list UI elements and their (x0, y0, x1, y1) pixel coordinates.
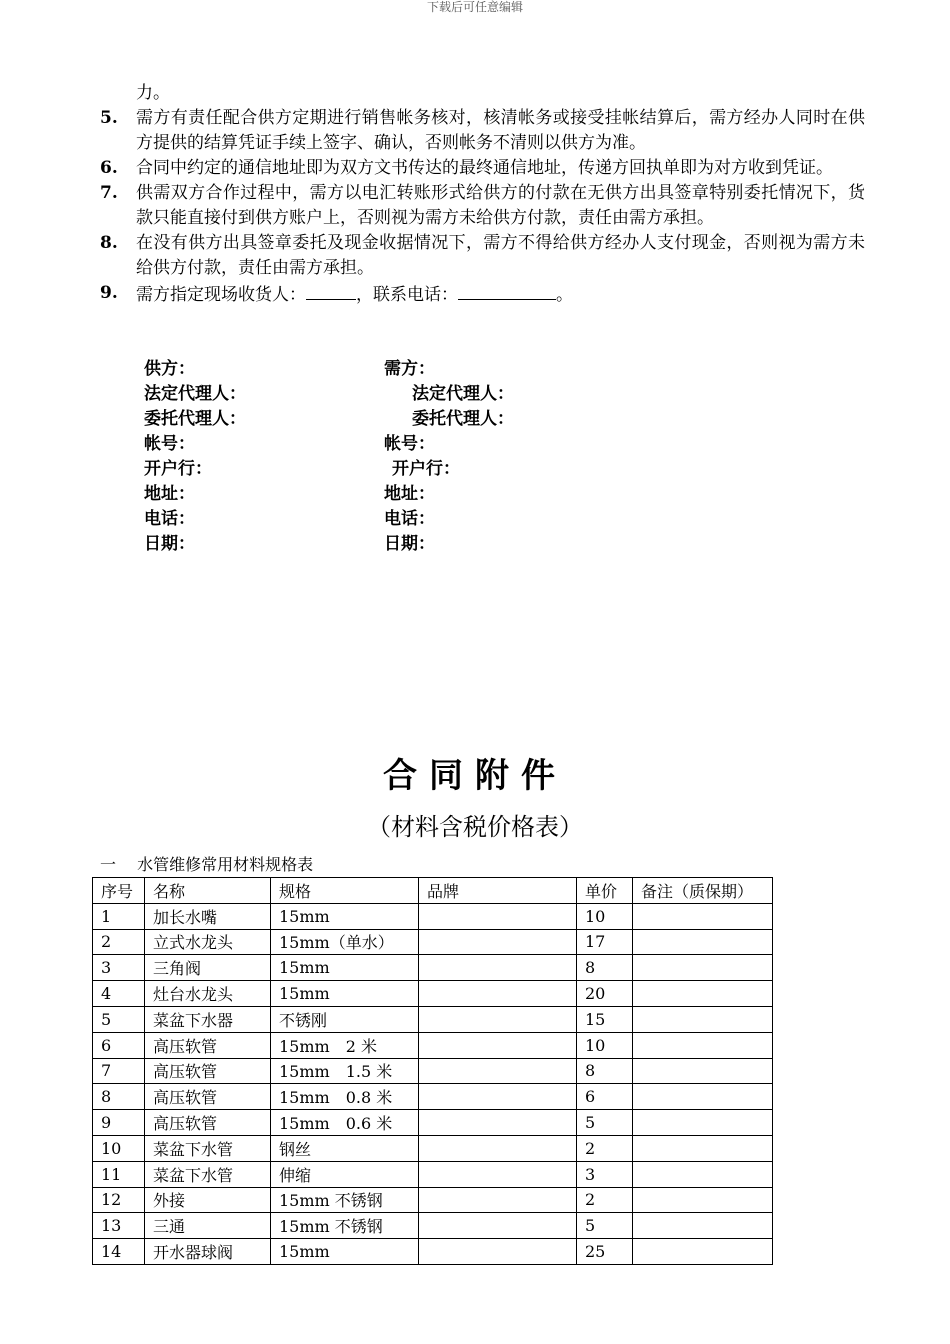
cell-index: 1 (93, 903, 145, 929)
cell-price: 8 (577, 1058, 633, 1084)
col-header-spec: 规格 (271, 878, 419, 904)
cell-price: 20 (577, 981, 633, 1007)
clause-number: 5. (100, 108, 118, 128)
col-header-price: 单价 (577, 878, 633, 904)
cell-name: 立式水龙头 (145, 929, 271, 955)
cell-spec: 不锈刚 (271, 1006, 419, 1032)
date-label: 日期： (384, 534, 435, 554)
clause-text: 供需双方合作过程中，需方以电汇转账形式给供方的付款在无供方出具签章特别委托情况下，货款只能直接付到供方账户上，否则视为需方未给供方付款，责任由需方承担。 (136, 183, 865, 228)
cell-name: 菜盆下水器 (145, 1006, 271, 1032)
table-row (93, 1187, 773, 1213)
table-caption: 一 水管维修常用材料规格表 (100, 855, 314, 874)
cell-spec: 15mm 2 米 (271, 1032, 419, 1058)
clause-6 (100, 156, 865, 181)
cell-spec: 钢丝 (271, 1135, 419, 1161)
clause-7 (100, 181, 865, 231)
table-row (93, 1032, 773, 1058)
address-label: 地址： (144, 484, 195, 504)
cell-brand (419, 1084, 577, 1110)
table-row (93, 981, 773, 1007)
clause-text: 合同中约定的通信地址即为双方文书传达的最终通信地址，传递方回执单即为对方收到凭证。 (136, 158, 833, 178)
cell-brand (419, 1110, 577, 1136)
cell-name: 菜盆下水管 (145, 1135, 271, 1161)
cell-remark (633, 903, 773, 929)
cell-spec: 15mm 不锈钢 (271, 1187, 419, 1213)
clause-text (136, 281, 865, 308)
clause-8 (100, 231, 865, 281)
page-header: 下载后可任意编辑 (426, 0, 523, 14)
bank-label: 开户行： (392, 459, 460, 479)
cell-remark (633, 1084, 773, 1110)
cell-price: 2 (577, 1135, 633, 1161)
supplier-label: 供方： (144, 359, 195, 379)
cell-name: 高压软管 (145, 1084, 271, 1110)
cell-price: 3 (577, 1161, 633, 1187)
table-row (93, 1135, 773, 1161)
phone-label: 电话： (384, 509, 435, 529)
table-row (93, 955, 773, 981)
cell-spec: 15mm（单水） (271, 929, 419, 955)
cell-remark (633, 1110, 773, 1136)
cell-name: 三角阀 (145, 955, 271, 981)
cell-name: 三通 (145, 1213, 271, 1239)
signature-row (144, 482, 644, 507)
table-row (93, 929, 773, 955)
cell-remark (633, 1032, 773, 1058)
agent-label: 委托代理人： (144, 409, 246, 429)
signature-row (144, 507, 644, 532)
table-row (93, 903, 773, 929)
cell-price: 10 (577, 1032, 633, 1058)
signature-row (144, 382, 644, 407)
cell-spec: 15mm (271, 981, 419, 1007)
legal-rep-label: 法定代理人： (412, 384, 514, 404)
cell-remark (633, 955, 773, 981)
clause-5 (100, 106, 865, 156)
cell-index: 2 (93, 929, 145, 955)
cell-name: 灶台水龙头 (145, 981, 271, 1007)
cell-price: 17 (577, 929, 633, 955)
table-row (93, 1213, 773, 1239)
cell-remark (633, 1239, 773, 1265)
cell-price: 25 (577, 1239, 633, 1265)
cell-remark (633, 1058, 773, 1084)
cell-price: 10 (577, 903, 633, 929)
cell-spec: 15mm 1.5 米 (271, 1058, 419, 1084)
cell-spec: 15mm (271, 955, 419, 981)
cell-index: 5 (93, 1006, 145, 1032)
phone-label: ，联系电话： (356, 285, 458, 305)
cell-spec: 15mm (271, 1239, 419, 1265)
cell-index: 9 (93, 1110, 145, 1136)
buyer-label: 需方： (384, 359, 435, 379)
cell-remark (633, 981, 773, 1007)
cell-brand (419, 1239, 577, 1265)
cell-brand (419, 929, 577, 955)
cell-brand (419, 955, 577, 981)
cell-name: 高压软管 (145, 1058, 271, 1084)
cell-name: 加长水嘴 (145, 903, 271, 929)
cell-brand (419, 1006, 577, 1032)
signature-block (144, 357, 644, 557)
cell-name: 开水器球阀 (145, 1239, 271, 1265)
cell-remark (633, 1006, 773, 1032)
account-label: 帐号： (384, 434, 435, 454)
cell-remark (633, 1135, 773, 1161)
cell-price: 15 (577, 1006, 633, 1032)
clause-continuation: 力。 (136, 83, 170, 103)
table-body (93, 903, 773, 1264)
clause-number: 8. (100, 233, 118, 253)
col-header-index: 序号 (93, 878, 145, 904)
cell-price: 5 (577, 1110, 633, 1136)
cell-spec: 伸缩 (271, 1161, 419, 1187)
annex-title: 合同附件 (383, 756, 567, 796)
clause-number: 7. (100, 183, 118, 203)
clause-number: 9. (100, 283, 118, 303)
cell-spec: 15mm 不锈钢 (271, 1213, 419, 1239)
table-row (93, 1161, 773, 1187)
material-price-table (92, 877, 773, 1265)
cell-brand (419, 1058, 577, 1084)
cell-index: 7 (93, 1058, 145, 1084)
cell-price: 2 (577, 1187, 633, 1213)
table-row (93, 1084, 773, 1110)
cell-brand (419, 1161, 577, 1187)
cell-index: 12 (93, 1187, 145, 1213)
cell-index: 3 (93, 955, 145, 981)
cell-remark (633, 1213, 773, 1239)
table-row (93, 1058, 773, 1084)
cell-index: 10 (93, 1135, 145, 1161)
phone-blank[interactable] (458, 281, 556, 300)
clause-end: 。 (556, 285, 573, 305)
bank-label: 开户行： (144, 459, 212, 479)
cell-brand (419, 903, 577, 929)
signature-row (144, 407, 644, 432)
cell-name: 高压软管 (145, 1032, 271, 1058)
cell-brand (419, 981, 577, 1007)
table-header-row (93, 878, 773, 904)
cell-price: 5 (577, 1213, 633, 1239)
cell-index: 8 (93, 1084, 145, 1110)
cell-spec: 15mm 0.6 米 (271, 1110, 419, 1136)
cell-remark (633, 929, 773, 955)
cell-brand (419, 1135, 577, 1161)
address-label: 地址： (384, 484, 435, 504)
signature-row (144, 457, 644, 482)
cell-index: 4 (93, 981, 145, 1007)
cell-spec: 15mm 0.8 米 (271, 1084, 419, 1110)
cell-index: 6 (93, 1032, 145, 1058)
table-row (93, 1110, 773, 1136)
date-label: 日期： (144, 534, 195, 554)
table-row (93, 1239, 773, 1265)
cell-price: 8 (577, 955, 633, 981)
receiver-blank[interactable] (306, 281, 356, 300)
cell-brand (419, 1187, 577, 1213)
annex-subtitle: （材料含税价格表） (367, 813, 583, 841)
clause-list (100, 106, 865, 308)
col-header-name: 名称 (145, 878, 271, 904)
cell-remark (633, 1187, 773, 1213)
cell-brand (419, 1213, 577, 1239)
account-label: 帐号： (144, 434, 195, 454)
cell-brand (419, 1032, 577, 1058)
cell-name: 外接 (145, 1187, 271, 1213)
cell-name: 菜盆下水管 (145, 1161, 271, 1187)
cell-remark (633, 1161, 773, 1187)
signature-row (144, 432, 644, 457)
col-header-brand: 品牌 (419, 878, 577, 904)
cell-index: 11 (93, 1161, 145, 1187)
signature-row (144, 357, 644, 382)
cell-index: 14 (93, 1239, 145, 1265)
receiver-label: 需方指定现场收货人： (136, 285, 306, 305)
cell-index: 13 (93, 1213, 145, 1239)
clause-text: 需方有责任配合供方定期进行销售帐务核对，核清帐务或接受挂帐结算后，需方经办人同时在供方提供的结算凭证手续上签字、确认，否则帐务不清则以供方为准。 (136, 108, 865, 153)
cell-spec: 15mm (271, 903, 419, 929)
cell-name: 高压软管 (145, 1110, 271, 1136)
signature-row (144, 532, 644, 557)
phone-label: 电话： (144, 509, 195, 529)
col-header-remark: 备注（质保期） (633, 878, 773, 904)
legal-rep-label: 法定代理人： (144, 384, 246, 404)
clause-9 (100, 281, 865, 308)
clause-text: 在没有供方出具签章委托及现金收据情况下，需方不得给供方经办人支付现金，否则视为需方未给供方付款，责任由需方承担。 (136, 233, 865, 278)
table-row (93, 1006, 773, 1032)
cell-price: 6 (577, 1084, 633, 1110)
clause-number: 6. (100, 158, 118, 178)
agent-label: 委托代理人： (412, 409, 514, 429)
